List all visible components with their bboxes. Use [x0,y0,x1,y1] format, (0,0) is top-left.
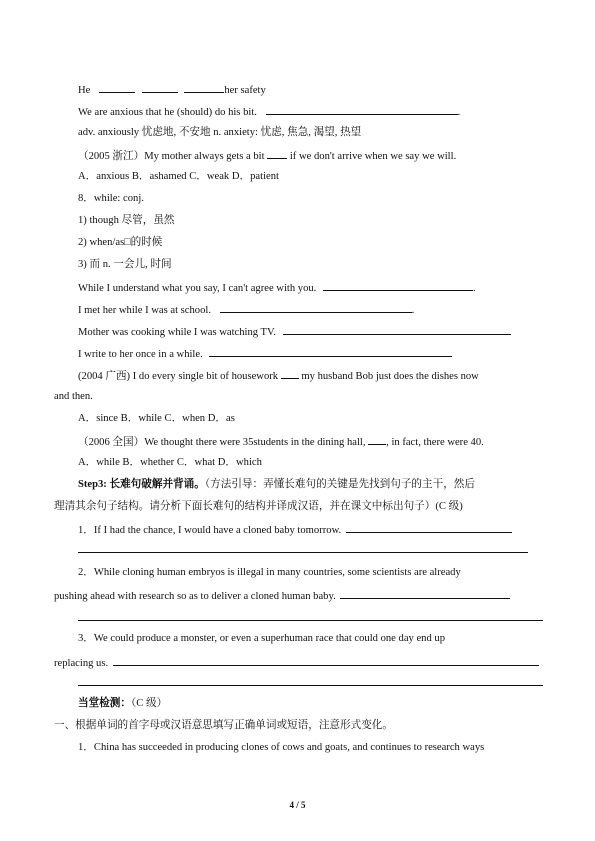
answer-blank[interactable] [142,82,178,93]
answer-options: A．since B．while C．when D．as [78,413,235,424]
example-sentence [78,346,452,361]
answer-options: A．anxious B．ashamed C．weak D．patient [78,171,279,182]
text: He [78,85,91,96]
page-number: 4 / 5 [289,800,306,810]
long-sentence-3-cont [54,655,539,670]
answer-blank[interactable] [184,82,224,93]
text: （2005 浙江）My mother always gets a bit [78,151,265,162]
exam-question [78,148,456,163]
writing-line[interactable] [78,685,543,686]
translation-blank[interactable] [283,324,511,335]
question-1: 1．China has succeeded in producing clones of cows and goats, and continues to research ways [78,742,485,753]
text: （2006 全国）We thought there were 35students in the dining hall, [78,437,366,448]
part-instructions: 一、根据单词的首字母或汉语意思填写正确单词或短语，注意形式变化。 [54,720,393,731]
text: if we don't arrive when we say we will. [289,151,457,162]
writing-line[interactable] [78,552,528,553]
answer-options: A．while B．whether C．what D．which [78,457,262,468]
example-sentence [78,324,511,339]
example-sentence [78,104,460,119]
answer-blank[interactable] [281,368,299,379]
answer-blank[interactable] [368,434,386,445]
text: her safety [224,85,266,96]
text: . [472,283,476,294]
translation-blank[interactable] [346,522,512,533]
long-sentence-2: 2．While cloning human embryos is illegal in many countries, some scientists are already [78,567,461,578]
step-instructions: （方法引导：弄懂长难句的关键是先找到句子的主干，然后 [204,479,475,490]
text: (2004 广西) I do every single bit of housework [78,371,279,382]
text: replacing us. [54,658,109,669]
text: . [457,107,461,118]
exam-question-cont: and then. [54,391,93,402]
text: , in fact, there were 40. [386,437,484,448]
exam-question [78,368,479,383]
example-sentence [78,302,414,317]
level-label: （C 级） [130,698,168,709]
step-title: Step3: 长难句破解并背诵。 [78,479,205,490]
text: my husband Bob just does the dishes now [301,371,479,382]
long-sentence-3: 3．We could produce a monster, or even a superhuman race that could one day end up [78,633,446,644]
text: I write to her once in a while. [78,349,203,360]
long-sentence-1 [78,522,512,537]
long-sentence-2-cont [54,588,510,603]
answer-blank[interactable] [99,82,135,93]
meaning-item: 2) when/as□的时候 [78,237,163,248]
section-heading: 8．while: conj. [78,193,144,204]
translation-blank[interactable] [340,588,510,599]
text: We are anxious that he (should) do his bit. [78,107,257,118]
word-note: adv. anxiously 忧虑地, 不安地 n. anxiety: 忧虑, 焦急, 渴望, 热望 [78,127,362,138]
translation-blank[interactable] [209,346,452,357]
text: 1．If I had the chance, I would have a cloned baby tomorrow. [78,525,342,536]
translation-blank[interactable] [220,302,412,313]
text: Mother was cooking while I was watching TV. [78,327,276,338]
step3-heading [78,478,475,491]
check-heading [78,697,167,710]
example-sentence [78,280,476,295]
section-title: 当堂检测： [78,698,131,709]
translation-blank[interactable] [266,104,458,115]
meaning-item: 3) 而 n. 一会儿, 时间 [78,259,172,270]
text: I met her while I was at school. [78,305,211,316]
step-instructions-cont: 理清其余句子结构。请分析下面长难句的结构并译成汉语，并在课文中标出句子）(C 级) [54,501,463,512]
text: While I understand what you say, I can't agree with you. [78,283,317,294]
blank-sentence-1 [78,82,266,97]
meaning-item: 1) though 尽管，虽然 [78,215,175,226]
text: . [411,305,415,316]
text: pushing ahead with research so as to deliver a cloned human baby. [54,591,336,602]
exam-question [78,434,484,449]
translation-blank[interactable] [113,655,539,666]
writing-line[interactable] [78,620,543,621]
translation-blank[interactable] [323,280,473,291]
answer-blank[interactable] [267,148,287,159]
